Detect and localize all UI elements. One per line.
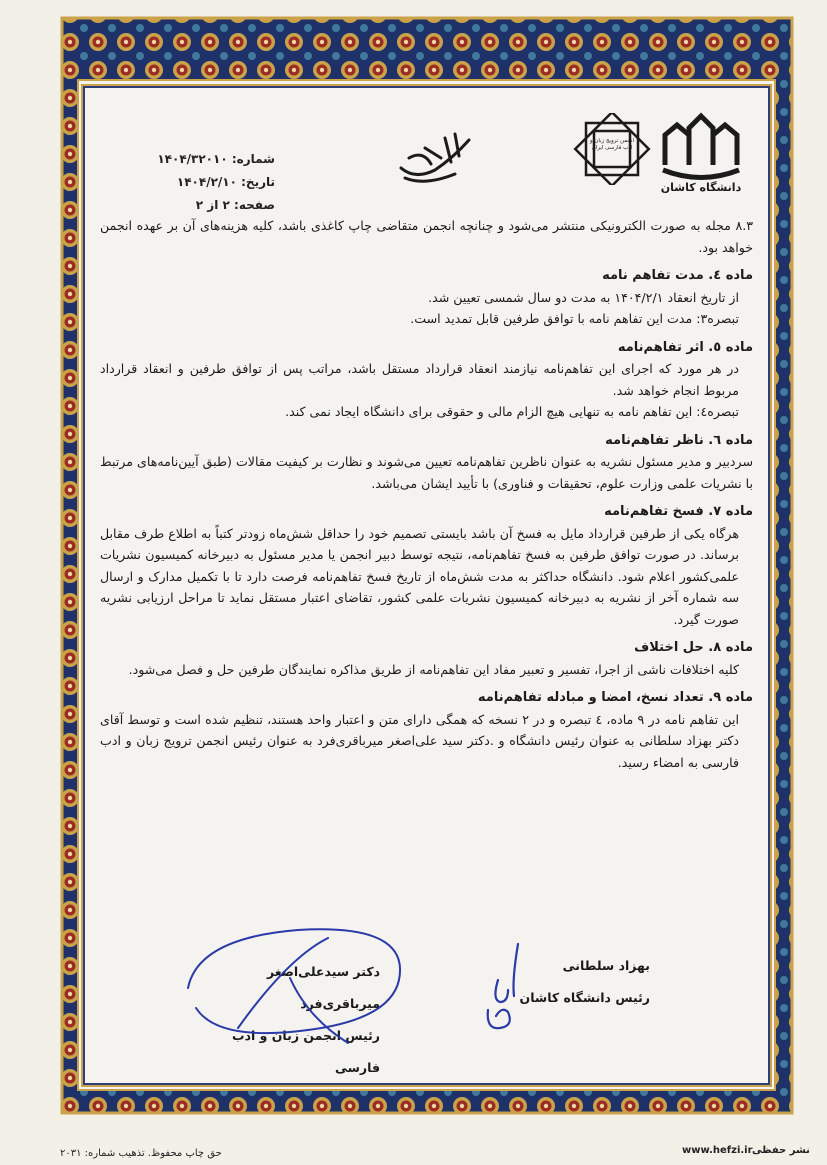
article-9-heading: ماده ۹. تعداد نسخ، امضا و مبادله تفاهم‌نامه [477, 690, 753, 705]
association-signer-name: دکتر سیدعلی‌اصغر میرباقری‌فرد [266, 964, 380, 1011]
page-value: ۲ از ۲ [195, 198, 230, 212]
website-text: www.hefzi.ir [682, 1145, 753, 1156]
number-label: شماره: [231, 152, 275, 166]
date-label: تاریخ: [241, 175, 275, 189]
association-signature-icon [178, 918, 408, 1048]
clause-8-3: ۸.۳ مجله به صورت الکترونیکی منتشر می‌شود و چنانچه انجمن متقاضی چاپ کاغذی باشد، کلیه هزینه‌های آن بر عهده انجمن خواهد بود. [100, 218, 753, 255]
university-signature-icon [478, 940, 538, 1035]
article-7-heading: ماده ۷. فسخ تفاهم‌نامه [604, 504, 753, 519]
article-7-text: هرگاه یکی از طرفین قرارداد مایل به فسخ آن باشد بایستی تصمیم خود را حداقل شش‌ماه زودتر کتباً به اطلاع طرف مقابل برساند. در صورت توافق طرفین به فسخ تفاهم‌نامه، نتیجه توسط دبیر انجمن یا مدیر مسئول به دبیرخانه کمیسیون نشریات علمی‌کشور اعلام شود. دانشگاه حداکثر به مدت شش‌ماه از تاریخ فسخ تفاهم‌نامه فرصت دارد تا با تکمیل مدارک و ارسال سه شماره آخر از نشریه به دبیرخانه کمیسیون نشریات علمی کشور، تقاضای اعتبار مستقل نماید تا مراحل ارزیابی نشریه صورت گیرد. [100, 525, 739, 627]
university-logo-text: دانشگاه کاشان [660, 181, 742, 194]
publisher-text: نشر حفظی [752, 1145, 810, 1156]
date-value: ۱۴۰۴/۲/۱۰ [176, 175, 237, 189]
print-footer [0, 1140, 827, 1165]
university-signer-title: رئیس دانشگاه کاشان [519, 990, 650, 1005]
article-6-heading: ماده ٦. ناظر تفاهم‌نامه [605, 432, 753, 448]
article-4-text: از تاریخ انعقاد ۱۴۰۴/۲/۱ به مدت دو سال شمسی تعیین شد. [428, 289, 739, 305]
article-9-text: این تفاهم نامه در ۹ ماده، ٤ تبصره و در ۲ نسخه که همگی دارای متن و اعتبار واحد هستند، تنظیم شده است و توسط آقای دکتر بهزاد سلطانی به عنوان رئیس دانشگاه و .دکتر سید علی‌اصغر میرباقری‌فرد به عنوان رئیس انجمن ترویج زبان و ادب فارسی به امضاء رسید. [100, 711, 739, 770]
university-signer-name: بهزاد سلطانی [562, 958, 650, 973]
page-label: صفحه: [234, 198, 275, 212]
article-5-text: در هر مورد که اجرای این تفاهم‌نامه نیازمند انعقاد قرارداد مستقل باشد، مراتب پس از توافق طرفین و انعقاد قرارداد مربوط انجام خواهد شد. [100, 361, 739, 398]
association-logo-text: انجمن ترویج زبان و ادب فارسی ایران [589, 138, 635, 151]
article-5-heading: ماده ٥. اثر تفاهم‌نامه [617, 339, 753, 355]
article-8-heading: ماده ۸. حل اختلاف [634, 640, 753, 655]
note-3: تبصره۳: مدت این تفاهم نامه با توافق طرفین قابل تمدید است. [410, 311, 739, 326]
bismillah-calligraphy-icon [395, 128, 475, 190]
article-6-text: سردبیر و مدیر مسئول نشریه به عنوان ناظرین تفاهم‌نامه تعیین می‌شوند و نظارت بر کیفیت مقالات (طبق آیین‌نامه‌های مرتبط با نشریات علمی وزارت علوم، تحقیقات و فناوری) با تأیید ایشان می‌باشد. [100, 454, 753, 491]
association-signer-title: رئیس انجمن زبان و ادب فارسی [232, 1028, 380, 1075]
number-value: ۱۴۰۴/۳۲۰۱۰ [157, 152, 228, 166]
article-8-text: کلیه اختلافات ناشی از اجرا، تفسیر و تعبیر مفاد این تفاهم‌نامه از طریق مذاکره نمایندگان طرفین حل و فصل می‌شود. [128, 661, 739, 677]
copyright-text: حق چاپ محفوظ. تذهیب شماره: ۲۰۳۱ [60, 1148, 222, 1159]
document-body [100, 215, 753, 773]
article-4-heading: ماده ٤. مدت تفاهم نامه [602, 268, 753, 283]
note-4: تبصره٤: این تفاهم نامه به تنهایی هیچ الزام مالی و حقوقی برای دانشگاه ایجاد نمی کند. [285, 404, 739, 419]
document-meta [145, 148, 275, 217]
